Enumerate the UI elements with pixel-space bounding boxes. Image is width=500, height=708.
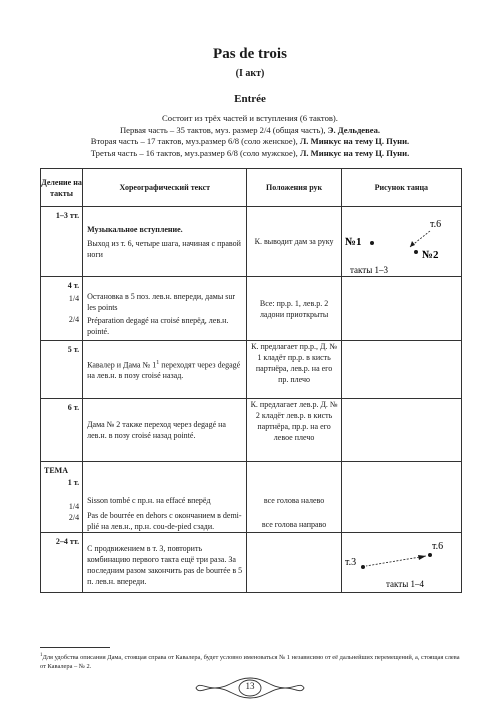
intro-line-4	[40, 148, 460, 160]
intro-line-2	[40, 125, 460, 137]
tact-label: 5 т.	[67, 345, 80, 354]
arm-position: все голова направо	[261, 520, 327, 529]
row-text: Дама № 2 также переход через degagé на лев.н. в позу croisé назад pointé.	[87, 420, 226, 440]
header-choreo-text: Хореографический текст	[83, 169, 247, 207]
table-row	[41, 341, 462, 399]
table-row	[41, 533, 462, 593]
intro-line-3	[40, 136, 460, 148]
table-row	[41, 462, 462, 533]
table-row	[41, 277, 462, 341]
row-text-part: переходят через degagé на лев.н. в позу croisé назад.	[87, 360, 241, 381]
diagram-caption: такты 1–4	[385, 579, 424, 589]
tact-label: 4 т.	[67, 281, 80, 290]
header-dance-figure: Рисунок танца	[341, 169, 461, 207]
row-text: Выход из т. 6, четыре шага, начиная с правой ноги	[87, 239, 241, 259]
diagram-label-n1: №1	[344, 236, 362, 248]
tact-label: 2–4 тт.	[55, 537, 80, 546]
tact-label: 1–3 тт.	[55, 211, 80, 220]
footnote	[40, 652, 465, 671]
diagram-label-t3: т.3	[344, 557, 356, 568]
diagram-caption: такты 1–3	[349, 265, 388, 275]
row-text-part: Кавалер и Дама № 1	[87, 360, 157, 370]
tact-label: 6 т.	[67, 403, 80, 412]
arrow-head-icon	[410, 241, 415, 247]
intro-paragraph	[40, 113, 460, 159]
intro-line-3-text: Вторая часть – 17 тактов, муз.размер 6/8 (соло женское),	[90, 136, 300, 147]
footnote-marker: 1	[40, 653, 43, 658]
dancer-dot-2	[414, 250, 418, 254]
footnote-ref: 1	[156, 359, 160, 366]
section-heading: Entrée	[234, 93, 266, 105]
arm-position: все голова налево	[263, 496, 325, 505]
diagram-label-t6: т.6	[431, 541, 443, 552]
beat-fraction: 2/4	[68, 513, 80, 522]
act-subtitle: (I акт)	[235, 68, 265, 79]
dancer-dot-t6	[428, 553, 432, 557]
path-line	[366, 556, 426, 566]
row-text: Остановка в 5 поз. лев.н. впереди, дамы sur les points	[87, 292, 236, 312]
dancer-dot-t3	[361, 565, 365, 569]
footnote-divider	[40, 647, 110, 648]
table-header-row	[41, 169, 462, 207]
row-text: Préparation degagé на croisé вперёд, лев.н. pointé.	[87, 316, 229, 336]
intro-line-1: Состоит из трёх частей и вступления (6 тактов).	[162, 113, 338, 123]
footnote-text: Для удобства описания Дама, стоящая справа от Кавалера, будет условно именоваться № 1 независимо от её дальнейших перемещений, а, стоящая слева от Кавалера – № 2.	[40, 654, 460, 670]
row-text: Pas de bourrée en dehors с окончанием в demi-plié на лев.н., пр.н. cou-de-pied сзади.	[87, 511, 242, 531]
row-text	[83, 358, 246, 382]
header-tacts: Деление на такты	[41, 169, 83, 207]
row-heading: Музыкальное вступление.	[87, 225, 183, 234]
dance-figure-diagram	[342, 533, 462, 593]
arrow-head-icon	[418, 555, 426, 560]
row-text: С продвижением в т. 3, повторить комбинацию первого такта ещё три раза. За последним разом закончить pas de bourrée в 5 п. лев.н. впереди.	[87, 544, 243, 586]
beat-fraction: 2/4	[68, 315, 80, 324]
page-number: 13	[245, 681, 255, 691]
dancer-dot-1	[370, 241, 374, 245]
table-row	[41, 207, 462, 277]
intro-line-4-bold: Л. Минкус на тему Ц. Пуни.	[299, 147, 410, 158]
arm-position: К. предлагает пр.р., Д. № 1 кладёт пр.р. в кисть партнёра, лев.р. на его пр. плечо	[251, 342, 338, 384]
header-arm-positions: Положения рук	[247, 169, 341, 207]
table-row	[41, 399, 462, 462]
arm-position: К. выводит дам за руку	[254, 237, 334, 246]
tact-label: 1 т.	[67, 478, 80, 487]
intro-line-2-text: Первая часть – 35 тактов, муз. размер 2/4 (общая часть),	[119, 124, 328, 135]
arm-position: Все: пр.р. 1, лев.р. 2 ладони приоткрыты	[259, 298, 329, 319]
diagram-label-n2: №2	[421, 249, 439, 261]
intro-line-4-text: Третья часть – 16 тактов, муз.размер 6/8 (соло мужское),	[90, 147, 300, 158]
diagram-label-t6: т.6	[429, 219, 441, 230]
theme-label: ТЕМА	[44, 466, 68, 475]
dance-figure-diagram	[342, 207, 462, 277]
choreography-table	[40, 168, 462, 593]
beat-fraction: 1/4	[68, 502, 80, 511]
arm-position: К. предлагает лев.р. Д. № 2 кладёт лев.р. в кисть партнёра, пр.р. на его левое плечо	[250, 400, 338, 442]
row-text: Sisson tombé с пр.н. на effacé вперёд	[87, 496, 211, 505]
beat-fraction: 1/4	[68, 294, 80, 303]
intro-line-3-bold: Л. Минкус на тему Ц. Пуни.	[299, 136, 410, 147]
page-title: Pas de trois	[213, 46, 287, 62]
intro-line-2-bold: Э. Дельдевеа.	[327, 124, 381, 135]
